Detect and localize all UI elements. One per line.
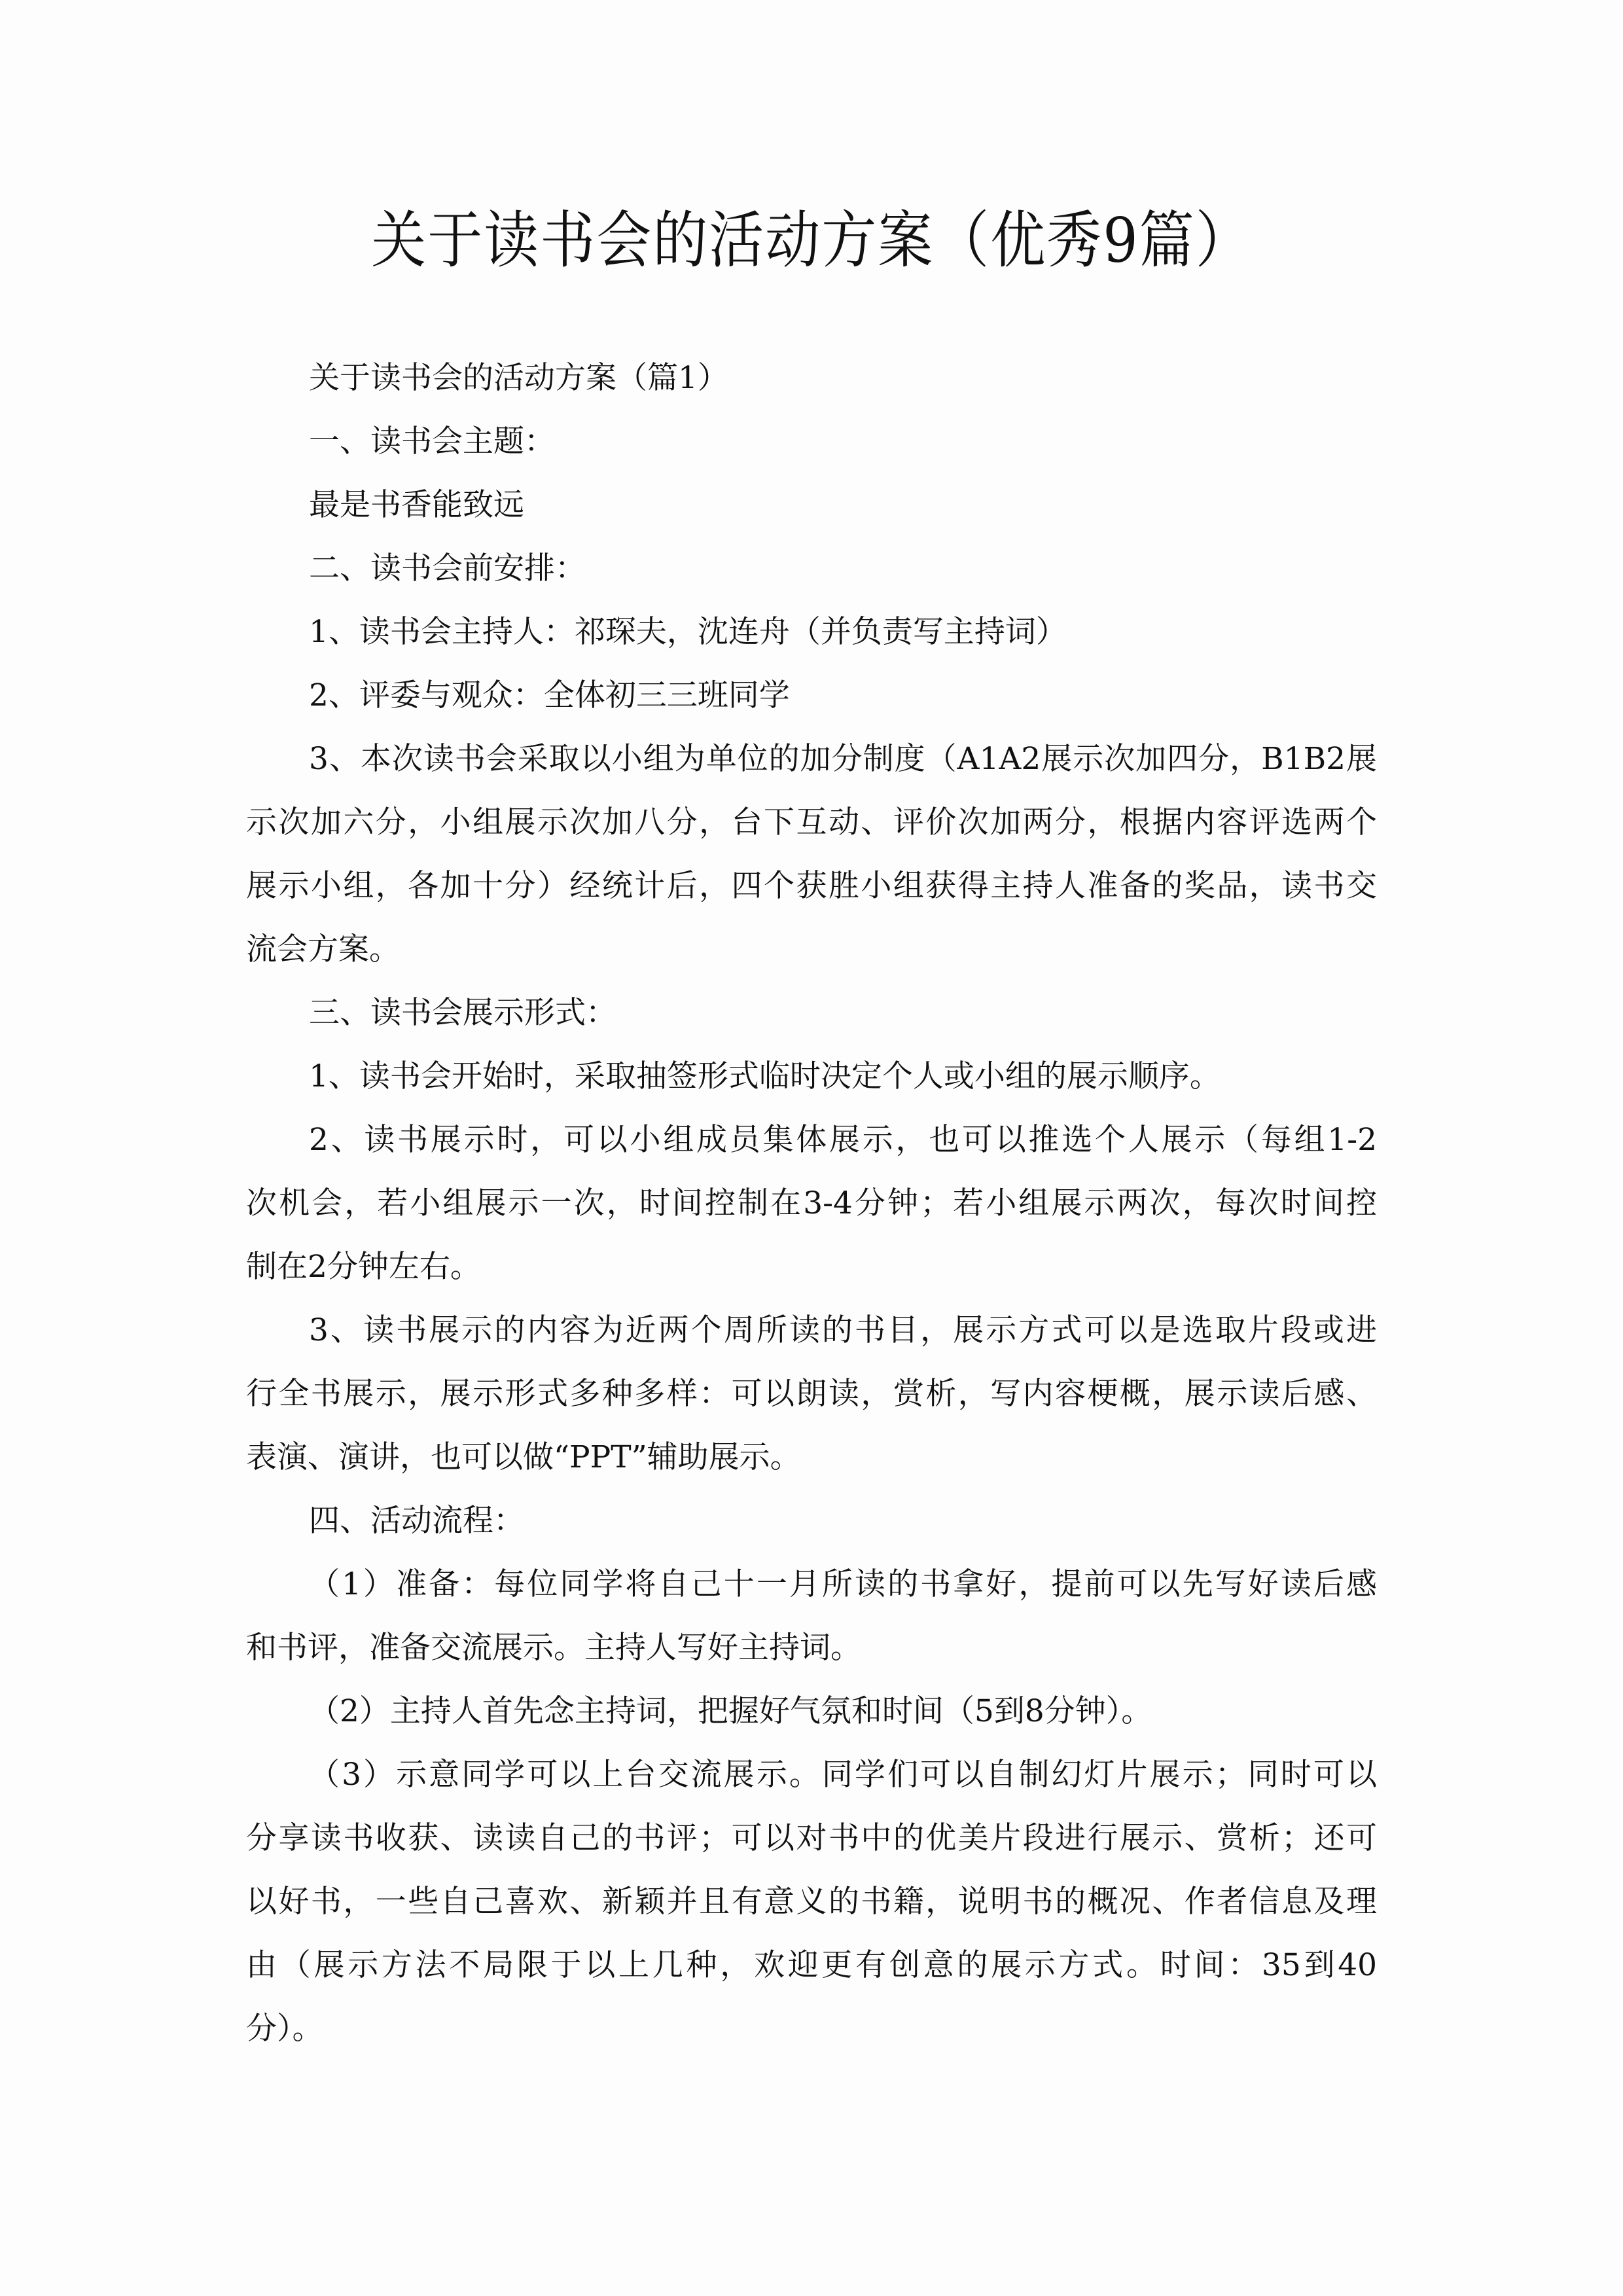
- paragraph-line: 示次加六分，小组展示次加八分，台下互动、评价次加两分，根据内容评选两个: [246, 804, 1377, 840]
- paragraph-line: 二、读书会前安排：: [309, 550, 586, 586]
- paragraph-theme-text: [246, 473, 1377, 537]
- paragraph-line: 1、读书会开始时，采取抽签形式临时决定个人或小组的展示顺序。: [309, 1058, 1221, 1094]
- paragraph-format-1: [246, 1045, 1377, 1108]
- paragraph-line: 行全书展示，展示形式多种多样：可以朗读，赏析，写内容梗概，展示读后感、: [246, 1376, 1377, 1412]
- paragraph-line: 次机会，若小组展示一次，时间控制在3-4分钟；若小组展示两次，每次时间控: [246, 1185, 1377, 1221]
- paragraph-line: （2）主持人首先念主持词，把握好气氛和时间（5到8分钟）。: [309, 1693, 1152, 1729]
- section-heading: 关于读书会的活动方案（篇1）: [309, 360, 728, 396]
- paragraph-line: 2、读书展示时，可以小组成员集体展示，也可以推选个人展示（每组1-2: [309, 1122, 1377, 1158]
- paragraph-line: 由（展示方法不局限于以上几种，欢迎更有创意的展示方式。时间：35到40: [246, 1947, 1377, 1983]
- paragraph-line: 1、读书会主持人：祁琛夫，沈连舟（并负责写主持词）: [309, 614, 1067, 650]
- paragraph-format-heading: [246, 981, 1377, 1045]
- paragraph-line: 和书评，准备交流展示。主持人写好主持词。: [246, 1630, 861, 1666]
- document-title: 关于读书会的活动方案（优秀9篇）: [371, 204, 1252, 277]
- paragraph-line: 表演、演讲，也可以做“PPT”辅助展示。: [246, 1439, 801, 1475]
- paragraph-line: 四、活动流程：: [309, 1503, 524, 1539]
- paragraph-process-2: [246, 1679, 1377, 1743]
- paragraph-line: 流会方案。: [246, 931, 400, 967]
- paragraph-format-2: [246, 1108, 1377, 1299]
- paragraph-line: 分享读书收获、读读自己的书评；可以对书中的优美片段进行展示、赏析；还可: [246, 1820, 1377, 1856]
- paragraph-line: 三、读书会展示形式：: [309, 995, 616, 1031]
- paragraph-pre-arrangement-heading: [246, 537, 1377, 600]
- paragraph-line: （1）准备：每位同学将自己十一月所读的书拿好，提前可以先写好读后感: [309, 1566, 1377, 1602]
- paragraph-line: 以好书，一些自己喜欢、新颖并且有意义的书籍，说明书的概况、作者信息及理: [246, 1884, 1377, 1920]
- paragraph-line: 制在2分钟左右。: [246, 1249, 481, 1285]
- paragraph-line: 3、本次读书会采取以小组为单位的加分制度（A1A2展示次加四分，B1B2展: [309, 741, 1377, 777]
- paragraph-process-1: [246, 1552, 1377, 1679]
- document-body: [246, 346, 1377, 2060]
- paragraph-line: 分）。: [246, 2011, 323, 2047]
- paragraph-line: 2、评委与观众：全体初三三班同学: [309, 677, 790, 713]
- paragraph-line: 展示小组，各加十分）经统计后，四个获胜小组获得主持人准备的奖品，读书交: [246, 868, 1377, 904]
- paragraph-line: 最是书香能致远: [309, 487, 524, 523]
- paragraph-hosts: [246, 600, 1377, 664]
- paragraph-scoring: [246, 727, 1377, 981]
- paragraph-judges: [246, 664, 1377, 727]
- paragraph-process-heading: [246, 1489, 1377, 1552]
- paragraph-theme-heading: [246, 410, 1377, 473]
- paragraph-process-3: [246, 1743, 1377, 2060]
- paragraph-line: 3、读书展示的内容为近两个周所读的书目，展示方式可以是选取片段或进: [309, 1312, 1377, 1348]
- paragraph-line: （3）示意同学可以上台交流展示。同学们可以自制幻灯片展示；同时可以: [309, 1757, 1377, 1793]
- paragraph-line: 一、读书会主题：: [309, 423, 555, 459]
- paragraph-format-3: [246, 1299, 1377, 1489]
